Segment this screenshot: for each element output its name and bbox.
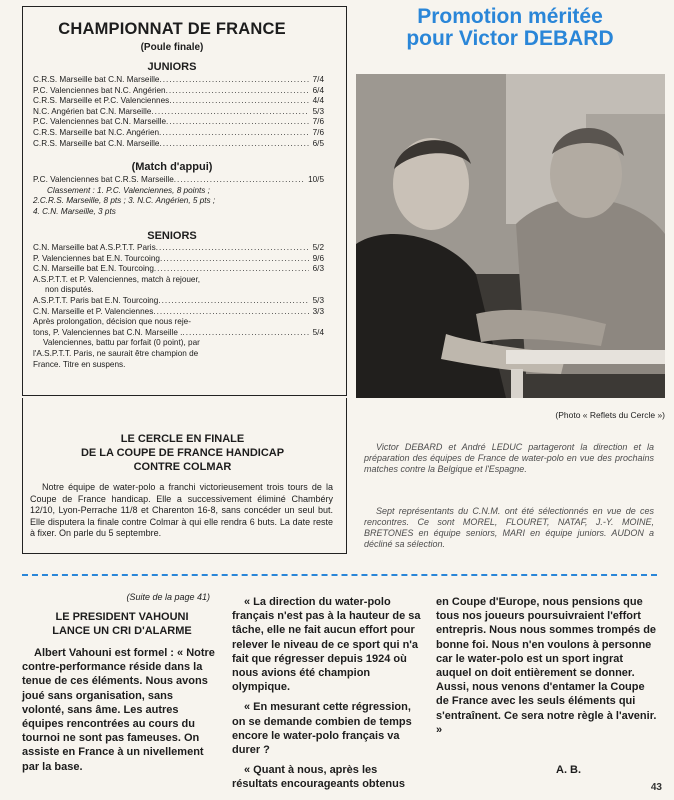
vahouni-col-2 [232,595,422,792]
seniors-results [33,243,324,370]
cercle-body: Notre équipe de water-polo a franchi victorieusement trois tours de la Coupe de France handicap. Elle a successivement éliminé Chambéry 12/10, Lyon-Perrache 11/8 et Charenton 16-8, sans concéder un seul but. Elle disputera la finale contre Colmar à qui elle rendra 6 buts. La date reste à fixer. On parle du 5 septembre. [30,482,333,538]
cercle-title-line-3: CONTRE COLMAR [133,461,232,473]
classement-line-3: 4. C.N. Marseille, 3 pts [33,206,116,216]
vahouni-col-2-para-1: « La direction du water-polo français n'est pas à la hauteur de sa tâche, elle ne fait aucun effort pour relever le niveau de ce sport qui n'a fait que régresser depuis 1924 où nous avions été champion olympique. [232,596,421,694]
juniors-title: JUNIORS [147,61,197,73]
photo-credit: (Photo « Reflets du Cercle ») [555,410,665,420]
photo-illustration [356,74,665,398]
results-row: P. Valenciennes bat E.N. Tourcoing ..... 9/6 [33,254,324,265]
championnat-title: CHAMPIONNAT DE FRANCE [58,20,286,38]
final-line-1: Valenciennes, battu par forfait (0 point), par [43,338,200,348]
results-row: A.S.P.T.T. Paris bat E.N. Tourcoing ..... 5/3 [33,296,324,307]
championnat-subtitle: (Poule finale) [140,42,204,53]
results-row: P.C. Valenciennes bat C.N. Marseille ..... 7/6 [33,117,324,128]
classement-line-2: 2.C.R.S. Marseille, 8 pts ; 3. N.C. Angérien, 5 pts ; [33,196,216,206]
classement-line-1: Classement : 1. P.C. Valenciennes, 8 points ; [47,185,210,195]
results-row: N.C. Angérien bat C.N. Marseille ..... 5/3 [33,107,324,118]
vahouni-col-2-para-3: « Quant à nous, après les résultats encourageants obtenus [232,764,405,791]
seniors-note-1: A.S.P.T.T. et P. Valenciennes, match à rejouer, [33,274,201,284]
signature: A. B. [556,764,582,776]
appui-block [33,175,324,217]
debard-caption-para-1: Victor DEBARD et André LEDUC partageront la direction et la préparation des équipes de France de water-polo en vue des prochains matches contre la Belgique et l'Espagne. [364,442,654,474]
seniors-title: SENIORS [147,230,197,242]
promotion-title-line-1: Promotion méritée [417,5,603,28]
vahouni-col-1: Albert Vahouni est formel : « Notre contre-performance réside dans la tenue de ces éléments. Nous avons joué sans organisation, sans volonté, sans âme. Les autres équipes rencontrées au cours du tournoi ne sont pas fameuses. On assiste en France à un nivellement par la base. [22,647,215,773]
page-number: 43 [650,782,662,793]
suite-note: (Suite de la page 41) [126,592,210,602]
final-line-2: l'A.S.P.T.T. Paris, ne saurait être champion de [33,348,199,358]
vahouni-title [22,610,222,638]
promotion-title-line-2: pour Victor DEBARD [406,27,614,50]
results-row: C.N. Marseille bat A.S.P.T.T. Paris ..... 5/2 [33,243,324,254]
results-row: C.R.S. Marseille bat N.C. Angérien ..... 7/6 [33,128,324,139]
section-divider [22,574,657,576]
seniors-note-2: non disputés. [45,285,94,295]
results-row: C.R.S. Marseille et P.C. Valenciennes ..... 4/4 [33,96,324,107]
cercle-title [40,432,325,474]
vahouni-col-3: en Coupe d'Europe, nous pensions que tous nos joueurs poursuivraient l'effort entrepris. Nous nous sommes trompés de bonne foi. Nous n'en voulons à personne car le water-polo est un sport ingrat auquel on doit entièrement se donner. Aussi, nous venons d'entamer la Coupe de France avec les seuls éléments qui s'entraînent. Ce sera notre règle à l'avenir. » [436,596,657,736]
vahouni-title-line-1: LE PRESIDENT VAHOUNI [55,611,189,623]
results-row: P.C. Valenciennes bat N.C. Angérien ..... 6/4 [33,86,324,97]
results-row: tons, P. Valenciennes bat C.N. Marseille . ..... 5/4 [33,328,324,339]
juniors-results [33,75,324,149]
results-row: C.R.S. Marseille bat C.N. Marseille ..... 6/5 [33,139,324,150]
vahouni-title-line-2: LANCE UN CRI D'ALARME [52,625,192,637]
cercle-title-line-2: DE LA COUPE DE FRANCE HANDICAP [80,447,285,459]
results-row: C.R.S. Marseille bat C.N. Marseille ..... 7/4 [33,75,324,86]
cercle-title-line-1: LE CERCLE EN FINALE [120,433,245,445]
results-row: C.N. Marseille bat E.N. Tourcoing ..... 6/3 [33,264,324,275]
debard-caption-para-2: Sept représentants du C.N.M. ont été sélectionnés en vue de ces rencontres. Ce sont MOREL, FLOURET, NATAF, J.-Y. MOINE, BRETONES en équipe seniors, MARI en équipe juniors. AUDON a décliné sa sélection. [364,506,654,549]
results-row: C.N. Marseille et P. Valenciennes ..... 3/3 [33,307,324,318]
final-line-3: France. Titre en suspens. [33,359,126,369]
prolong-line-1: Après prolongation, décision que nous reje- [33,317,191,327]
results-row: P.C. Valenciennes bat C.R.S. Marseille ..... 10/5 [33,175,324,186]
promotion-title [360,6,660,50]
vahouni-col-2-para-2: « En mesurant cette régression, on se demande combien de temps encore le water-polo français va durer ? [232,701,412,757]
appui-title: (Match d'appui) [131,161,213,173]
photo-debard-leduc [356,74,665,398]
